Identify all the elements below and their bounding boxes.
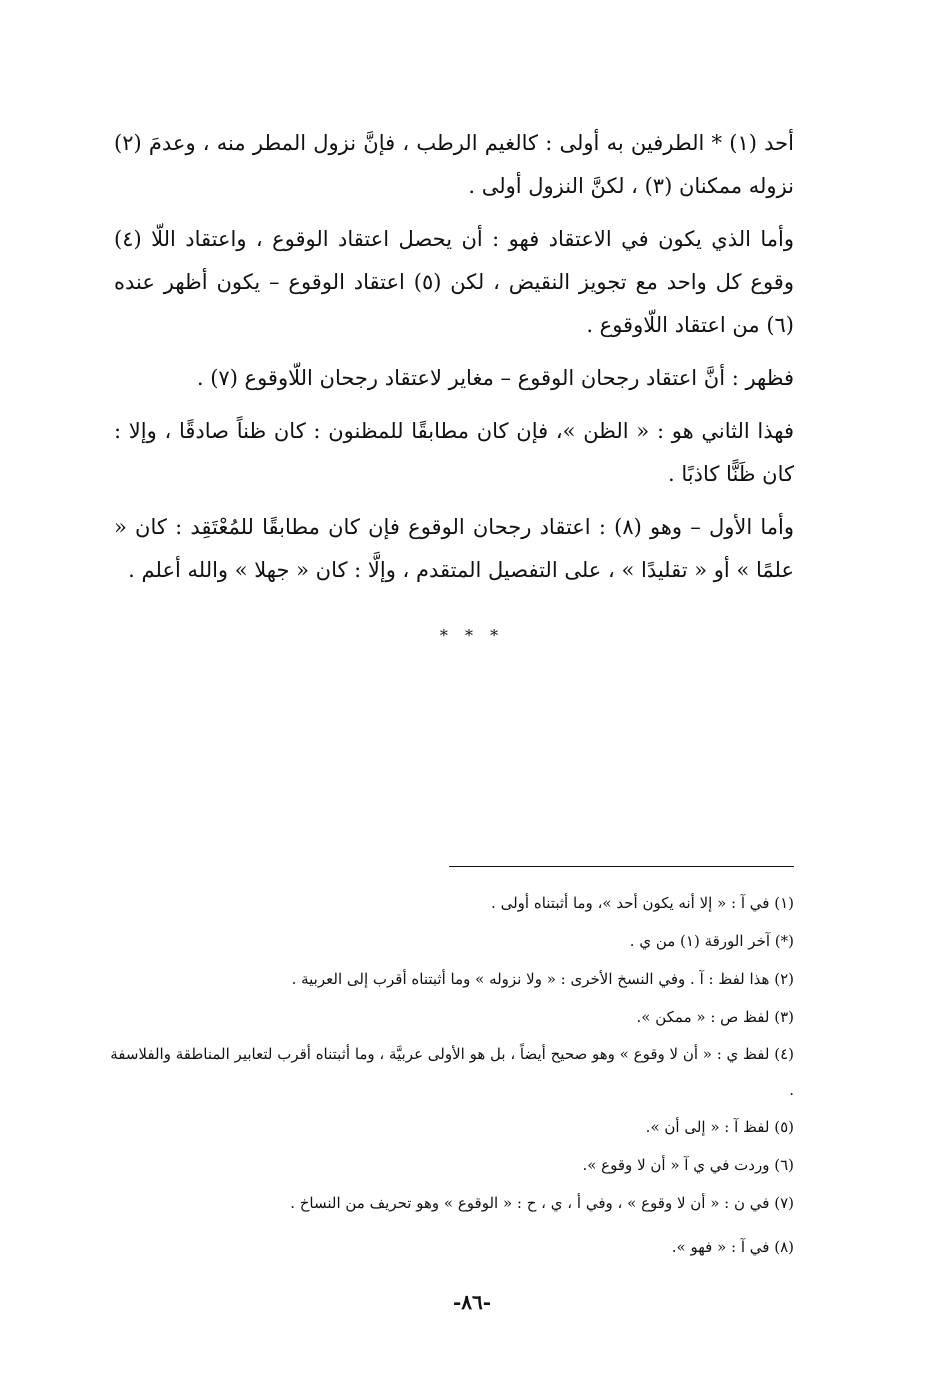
footnote-8: (٨) في آ : « فهو ». <box>671 1238 794 1256</box>
paragraph-5: وأما الأول – وهو (٨) : اعتقاد رجحان الوقوع فإن كان مطابقًا للمُعْتَقِد : كان « علمًا » أو « تقليدًا » ، على التفصيل المتقدم ، وإلَّا : كان « جهلا » والله أعلم . <box>114 515 795 582</box>
footnote-5: (٥) لفظ آ : « إلى أن ». <box>645 1118 794 1136</box>
footnote-1: (١) في آ : « إلا أنه يكون أحد »، وما أثبتناه أولى . <box>491 894 794 912</box>
footnote-3: (٣) لفظ ص : « ممكن ». <box>636 1008 794 1026</box>
paragraph-3: فظهر : أنَّ اعتقاد رجحان الوقوع – مغاير لاعتقاد رجحان اللّاوقوع (٧) . <box>196 366 794 390</box>
footnote-7: (٧) في ن : « أن لا وقوع » ، وفي أ ، ي ، ح : « الوقوع » وهو تحريف من النساخ . <box>290 1194 794 1212</box>
paragraph-4: فهذا الثاني هو : « الظن »، فإن كان مطابقًا للمظنون : كان ظناً صادقًا ، وإلا : كان ظَنًّا كاذبًا . <box>114 419 794 486</box>
footnote-star: (*) آخر الورقة (١) من ي . <box>629 932 794 950</box>
footnote-4: (٤) لفظ ي : « أن لا وقوع » وهو صحيح أيضاً ، بل هو الأولى عربيَّة ، وما أثبتناه أقرب لتعابير المناطقة والفلاسفة . <box>110 1045 794 1099</box>
paragraph-2: وأما الذي يكون في الاعتقاد فهو : أن يحصل اعتقاد الوقوع ، واعتقاد اللّا (٤) وقوع كل واحد مع تجويز النقيض ، لكن (٥) اعتقاد الوقوع – يكون أظهر عنده (٦) من اعتقاد اللّاوقوع . <box>114 227 794 337</box>
main-text <box>114 122 794 602</box>
page-number: -٨٦- <box>452 1290 492 1314</box>
paragraph-1: أحد (١) * الطرفين به أولى : كالغيم الرطب ، فإنَّ نزول المطر منه ، وعدمَ (٢) نزوله ممكنان (٣) ، لكنَّ النزول أولى . <box>114 131 794 198</box>
footnotes <box>104 884 794 1266</box>
section-separator: * * * <box>439 626 505 645</box>
footnote-rule <box>449 866 794 867</box>
footnote-2: (٢) هذا لفظ : آ . وفي النسخ الأخرى : « ولا نزوله » وما أثبتناه أقرب إلى العربية . <box>291 970 794 988</box>
footnote-6: (٦) وردت في ي آ « أن لا وقوع ». <box>582 1156 794 1174</box>
